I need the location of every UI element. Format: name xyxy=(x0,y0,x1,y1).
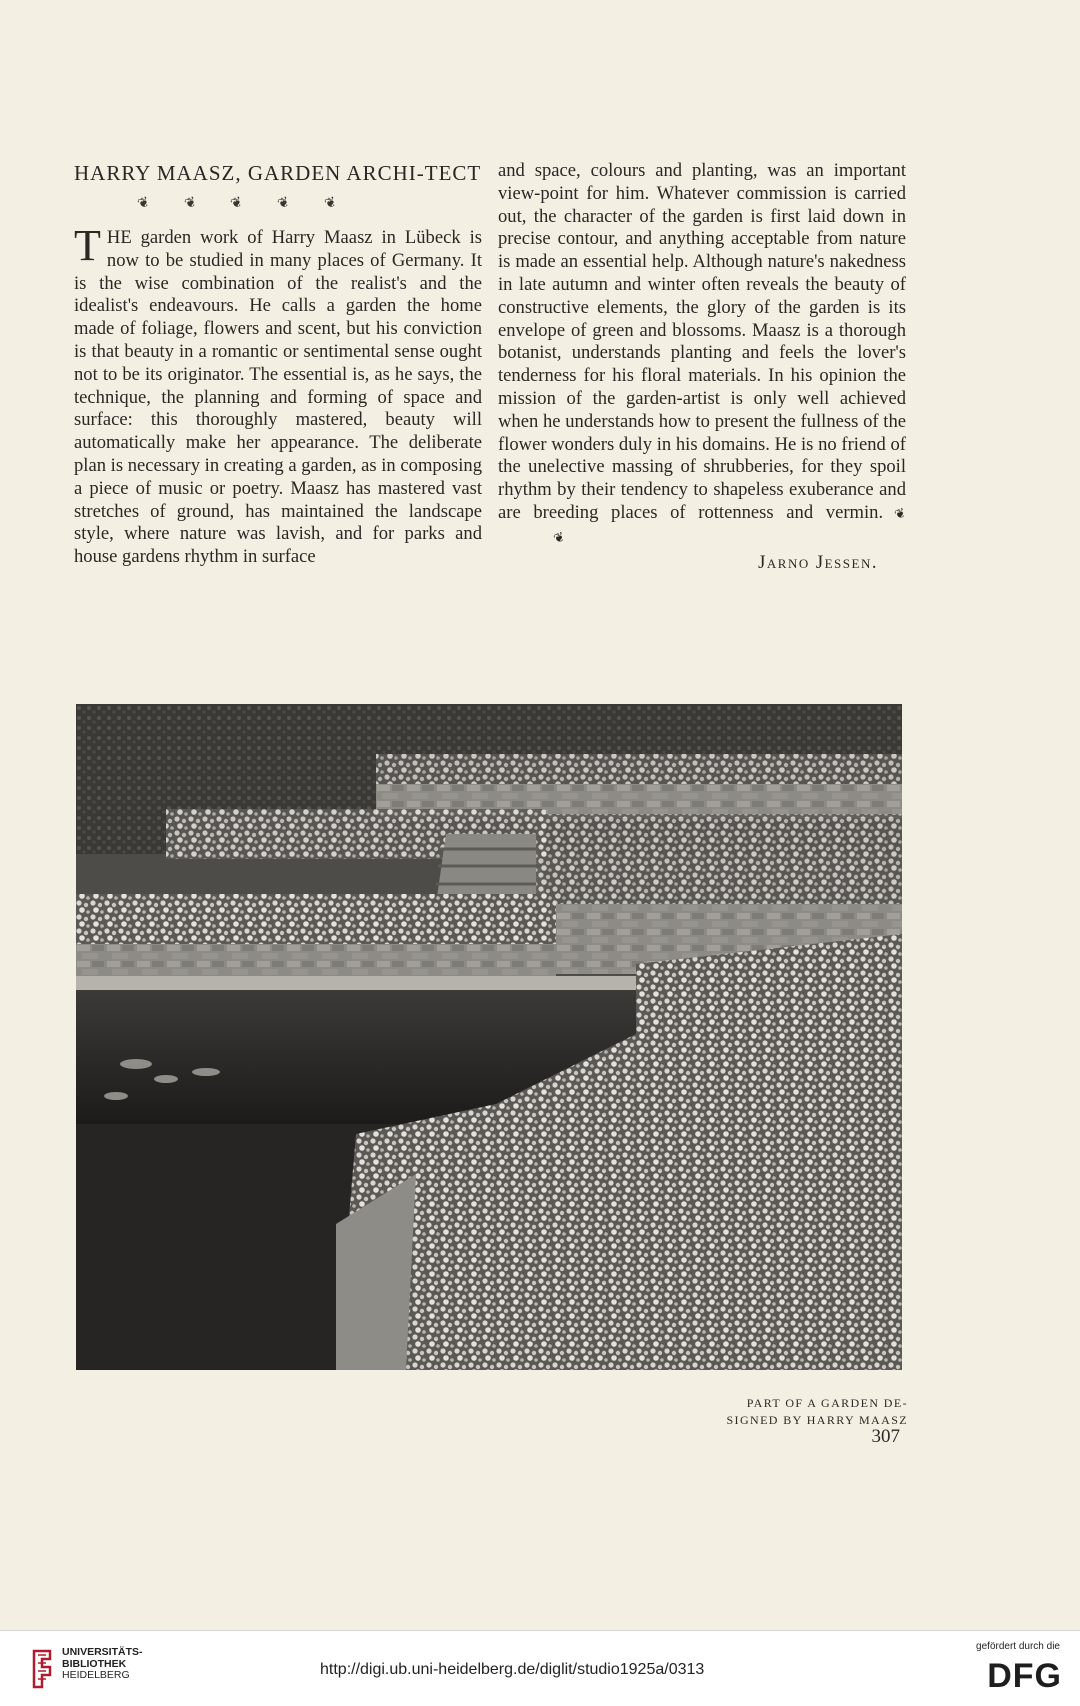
ornament-leaf-icon: ❦ xyxy=(229,194,247,213)
library-name-line-1: UNIVERSITÄTS- xyxy=(62,1646,143,1658)
ornament-leaf-icon: ❦ xyxy=(276,194,294,213)
photo-caption xyxy=(640,1395,908,1429)
dfg-logo[interactable]: DFG xyxy=(987,1657,1062,1695)
article-title: HARRY MAASZ, GARDEN ARCHI-TECT xyxy=(74,161,482,185)
body-text-right: and space, colours and planting, was an important view-point for him. Whatever commission is carried out, the character of the garden is first laid down in precise contour, and anything acceptable from nature is made an essential help. Although nature's nakedness in late autumn and winter often reveals the beauty of constructive elements, the glory of the garden is its envelope of green and blossoms. Maasz is a thorough botanist, understands planting and feels the lover's tenderness for his floral materials. In his opinion the mission of the garden-artist is only well achieved when he understands how to present the fullness of the flower wonders duly in his domains. He is no friend of the unelective massing of shrubberies, for they spoil rhythm by their tendency to shapeless exuberance and are breeding places of rottenness and vermin. xyxy=(498,160,906,523)
drop-cap: T xyxy=(74,221,101,270)
ornament-leaf-icon: ❦ xyxy=(182,194,200,213)
body-text-left: HE garden work of Harry Maasz in Lübeck is now to be studied in many places of Germany. It is the wise combination of the realist's and the idealist's endeavours. He calls a garden the home made of foliage, flowers and scent, but his conviction is that beauty in a romantic or sentimental sense ought not to be its originator. The essential is, as he says, the technique, the planning and forming of space and surface: this thoroughly mastered, beauty will automatically make her appearance. The deliberate plan is necessary in creating a garden, as in composing a piece of music or poetry. Maasz has mastered vast stretches of ground, has maintained the landscape style, where nature was lavish, and for parks and house gardens rhythm in surface xyxy=(74,227,482,568)
university-library-logo-icon xyxy=(30,1647,56,1691)
permalink-url[interactable]: http://digi.ub.uni-heidelberg.de/diglit/studio1925a/0313 xyxy=(320,1661,705,1678)
left-column xyxy=(74,160,482,569)
ornament-leaf-icon: ❦ xyxy=(322,194,340,213)
page-number: 307 xyxy=(871,1426,900,1447)
ornament-leaf-icon: ❦ xyxy=(892,504,908,523)
ornament-leaf-icon: ❦ xyxy=(551,528,567,547)
article-body-right xyxy=(498,160,906,550)
author-signature: Jarno Jessen. xyxy=(758,551,878,573)
article-heading xyxy=(74,160,482,217)
library-name xyxy=(62,1647,143,1682)
funding-label: gefördert durch die xyxy=(976,1641,1060,1652)
garden-photograph xyxy=(76,704,902,1370)
library-name-line-3: HEIDELBERG xyxy=(62,1669,130,1681)
article-body-left xyxy=(74,221,482,569)
viewer-footer xyxy=(0,1630,1080,1706)
garden-photo-illustration xyxy=(76,704,902,1370)
library-name-line-2: BIBLIOTHEK xyxy=(62,1657,127,1670)
right-column xyxy=(498,160,906,574)
ornament-leaf-icon: ❦ xyxy=(135,194,153,213)
caption-line-2: SIGNED BY HARRY MAASZ xyxy=(726,1413,908,1427)
caption-line-1: PART OF A GARDEN DE- xyxy=(746,1396,908,1410)
